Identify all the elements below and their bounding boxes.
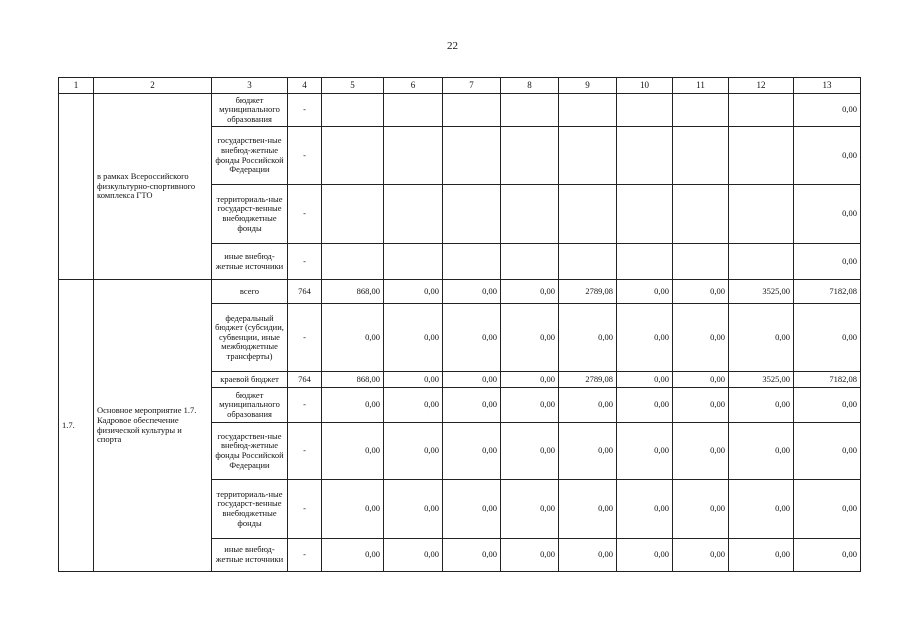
value-cell: 0,00: [617, 280, 673, 304]
total-cell: 7182,08: [794, 372, 861, 388]
value-cell: 0,00: [673, 304, 729, 372]
value-cell: 0,00: [384, 423, 443, 480]
value-cell: 0,00: [384, 480, 443, 539]
code-cell: -: [288, 423, 322, 480]
value-cell: [673, 127, 729, 185]
value-cell: 0,00: [322, 539, 384, 572]
value-cell: [443, 244, 501, 280]
value-cell: 0,00: [501, 423, 559, 480]
value-cell: 868,00: [322, 280, 384, 304]
value-cell: 0,00: [501, 304, 559, 372]
value-cell: 0,00: [617, 388, 673, 423]
column-header: 7: [443, 78, 501, 94]
funding-source: краевой бюджет: [212, 372, 288, 388]
value-cell: 2789,08: [559, 280, 617, 304]
value-cell: 0,00: [384, 372, 443, 388]
measure-name: Основное мероприятие 1.7. Кадровое обеспечение физической культуры и спорта: [94, 280, 212, 572]
column-header: 9: [559, 78, 617, 94]
table-row: [59, 94, 861, 127]
value-cell: 0,00: [729, 388, 794, 423]
code-cell: -: [288, 127, 322, 185]
measure-name: в рамках Всероссийского физкультурно-спортивного комплекса ГТО: [94, 94, 212, 280]
value-cell: 0,00: [673, 280, 729, 304]
column-header: 4: [288, 78, 322, 94]
code-cell: -: [288, 539, 322, 572]
value-cell: [617, 94, 673, 127]
funding-source: территориаль-ные государст-венные внебюджетные фонды: [212, 185, 288, 244]
table-header-row: [59, 78, 861, 94]
value-cell: 0,00: [322, 423, 384, 480]
column-header: 12: [729, 78, 794, 94]
total-cell: 0,00: [794, 244, 861, 280]
column-header: 13: [794, 78, 861, 94]
column-header: 1: [59, 78, 94, 94]
value-cell: [617, 127, 673, 185]
value-cell: 3525,00: [729, 372, 794, 388]
column-header: 11: [673, 78, 729, 94]
value-cell: 0,00: [501, 372, 559, 388]
value-cell: [384, 94, 443, 127]
value-cell: [559, 185, 617, 244]
value-cell: 0,00: [384, 539, 443, 572]
value-cell: 0,00: [322, 480, 384, 539]
total-cell: 0,00: [794, 388, 861, 423]
funding-source: федеральный бюджет (субсидии, субвенции, иные межбюджетные трансферты): [212, 304, 288, 372]
value-cell: [384, 127, 443, 185]
value-cell: 0,00: [443, 423, 501, 480]
code-cell: 764: [288, 280, 322, 304]
row-index: [59, 94, 94, 280]
value-cell: 0,00: [322, 388, 384, 423]
page-number: 22: [447, 40, 458, 52]
value-cell: 0,00: [617, 304, 673, 372]
value-cell: 0,00: [384, 280, 443, 304]
value-cell: 0,00: [443, 480, 501, 539]
value-cell: 0,00: [384, 388, 443, 423]
value-cell: [501, 94, 559, 127]
value-cell: 2789,08: [559, 372, 617, 388]
value-cell: 0,00: [559, 388, 617, 423]
value-cell: 0,00: [322, 304, 384, 372]
row-index: 1.7.: [59, 280, 94, 572]
funding-source: территориаль-ные государст-венные внебюджетные фонды: [212, 480, 288, 539]
code-cell: -: [288, 244, 322, 280]
value-cell: [384, 244, 443, 280]
value-cell: 0,00: [673, 480, 729, 539]
value-cell: [729, 244, 794, 280]
code-cell: -: [288, 388, 322, 423]
value-cell: [559, 244, 617, 280]
value-cell: 0,00: [729, 480, 794, 539]
value-cell: [501, 244, 559, 280]
table-row: [59, 280, 861, 304]
code-cell: -: [288, 304, 322, 372]
value-cell: [322, 244, 384, 280]
value-cell: 0,00: [729, 304, 794, 372]
value-cell: [443, 94, 501, 127]
value-cell: [673, 94, 729, 127]
total-cell: 7182,08: [794, 280, 861, 304]
value-cell: 0,00: [501, 539, 559, 572]
value-cell: [501, 127, 559, 185]
value-cell: [322, 127, 384, 185]
value-cell: [673, 185, 729, 244]
value-cell: [729, 185, 794, 244]
value-cell: [443, 127, 501, 185]
column-header: 2: [94, 78, 212, 94]
funding-source: государствен-ные внебюд-жетные фонды Российской Федерации: [212, 423, 288, 480]
value-cell: [729, 94, 794, 127]
value-cell: 0,00: [617, 372, 673, 388]
funding-source: всего: [212, 280, 288, 304]
code-cell: -: [288, 480, 322, 539]
value-cell: 0,00: [443, 388, 501, 423]
total-cell: 0,00: [794, 480, 861, 539]
value-cell: 0,00: [443, 280, 501, 304]
funding-source: бюджет муниципального образования: [212, 388, 288, 423]
value-cell: [559, 94, 617, 127]
total-cell: 0,00: [794, 127, 861, 185]
value-cell: 0,00: [501, 388, 559, 423]
value-cell: 0,00: [559, 304, 617, 372]
value-cell: [729, 127, 794, 185]
value-cell: 0,00: [673, 372, 729, 388]
value-cell: 0,00: [384, 304, 443, 372]
value-cell: 0,00: [729, 423, 794, 480]
column-header: 8: [501, 78, 559, 94]
budget-table: [58, 77, 861, 572]
value-cell: [617, 244, 673, 280]
value-cell: [384, 185, 443, 244]
code-cell: -: [288, 185, 322, 244]
value-cell: [673, 244, 729, 280]
total-cell: 0,00: [794, 539, 861, 572]
value-cell: [443, 185, 501, 244]
value-cell: 0,00: [443, 372, 501, 388]
code-cell: 764: [288, 372, 322, 388]
total-cell: 0,00: [794, 94, 861, 127]
value-cell: 0,00: [559, 480, 617, 539]
value-cell: 0,00: [559, 539, 617, 572]
value-cell: 0,00: [443, 539, 501, 572]
value-cell: 0,00: [617, 539, 673, 572]
value-cell: 0,00: [501, 480, 559, 539]
value-cell: [617, 185, 673, 244]
funding-source: бюджет муниципального образования: [212, 94, 288, 127]
column-header: 6: [384, 78, 443, 94]
value-cell: 0,00: [729, 539, 794, 572]
value-cell: 0,00: [617, 423, 673, 480]
value-cell: 0,00: [673, 423, 729, 480]
funding-source: иные внебюд-жетные источники: [212, 539, 288, 572]
value-cell: [322, 94, 384, 127]
total-cell: 0,00: [794, 185, 861, 244]
value-cell: [501, 185, 559, 244]
value-cell: [559, 127, 617, 185]
value-cell: 3525,00: [729, 280, 794, 304]
total-cell: 0,00: [794, 423, 861, 480]
code-cell: -: [288, 94, 322, 127]
funding-source: государствен-ные внебюд-жетные фонды Российской Федерации: [212, 127, 288, 185]
column-header: 3: [212, 78, 288, 94]
value-cell: [322, 185, 384, 244]
value-cell: 0,00: [501, 280, 559, 304]
value-cell: 0,00: [443, 304, 501, 372]
value-cell: 0,00: [673, 388, 729, 423]
value-cell: 0,00: [673, 539, 729, 572]
value-cell: 868,00: [322, 372, 384, 388]
total-cell: 0,00: [794, 304, 861, 372]
column-header: 10: [617, 78, 673, 94]
value-cell: 0,00: [559, 423, 617, 480]
value-cell: 0,00: [617, 480, 673, 539]
funding-source: иные внебюд-жетные источники: [212, 244, 288, 280]
column-header: 5: [322, 78, 384, 94]
